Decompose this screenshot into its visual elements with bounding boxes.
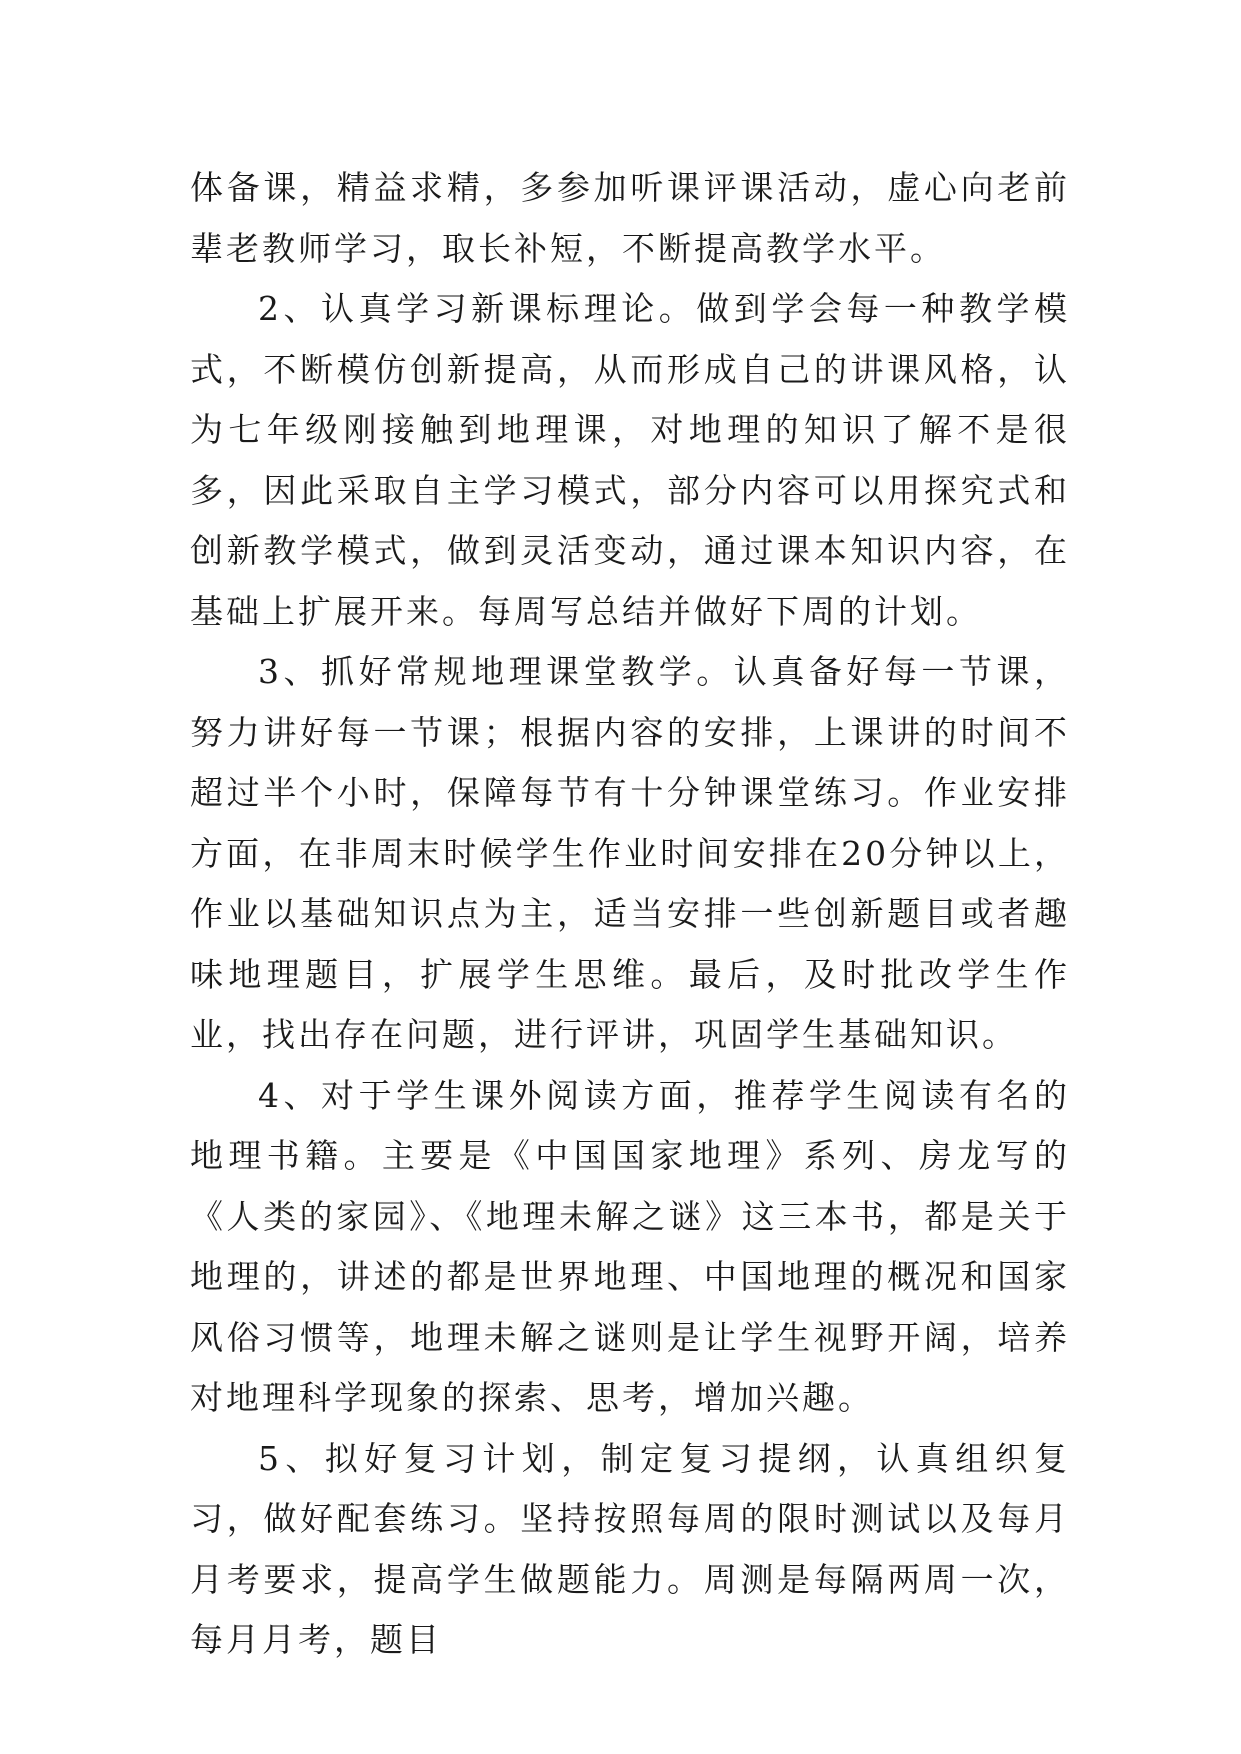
document-body <box>190 158 1070 1671</box>
paragraph-item-4: 4、对于学生课外阅读方面，推荐学生阅读有名的地理书籍。主要是《中国国家地理》系列、房龙写的《人类的家园》、《地理未解之谜》这三本书，都是关于地理的，讲述的都是世界地理、中国地理的概况和国家风俗习惯等，地理未解之谜则是让学生视野开阔，培养对地理科学现象的探索、思考，增加兴趣。 <box>190 1075 1070 1417</box>
paragraph-item-2: 2、认真学习新课标理论。做到学会每一种教学模式，不断模仿创新提高，从而形成自己的讲课风格，认为七年级刚接触到地理课，对地理的知识了解不是很多，因此采取自主学习模式，部分内容可以用探究式和创新教学模式，做到灵活变动，通过课本知识内容，在基础上扩展开来。每周写总结并做好下周的计划。 <box>190 289 1070 631</box>
paragraph-item-3: 3、抓好常规地理课堂教学。认真备好每一节课，努力讲好每一节课；根据内容的安排，上课讲的时间不超过半个小时，保障每节有十分钟课堂练习。作业安排方面，在非周末时候学生作业时间安排在20分钟以上，作业以基础知识点为主，适当安排一些创新题目或者趣味地理题目，扩展学生思维。最后，及时批改学生作业，找出存在问题，进行评讲，巩固学生基础知识。 <box>190 652 1070 1054</box>
paragraph-item-5: 5、拟好复习计划，制定复习提纲，认真组织复习，做好配套练习。坚持按照每周的限时测试以及每月月考要求，提高学生做题能力。周测是每隔两周一次，每月月考，题目 <box>190 1438 1070 1659</box>
paragraph-continuation: 体备课，精益求精，多参加听课评课活动，虚心向老前辈老教师学习，取长补短，不断提高教学水平。 <box>190 168 1070 268</box>
